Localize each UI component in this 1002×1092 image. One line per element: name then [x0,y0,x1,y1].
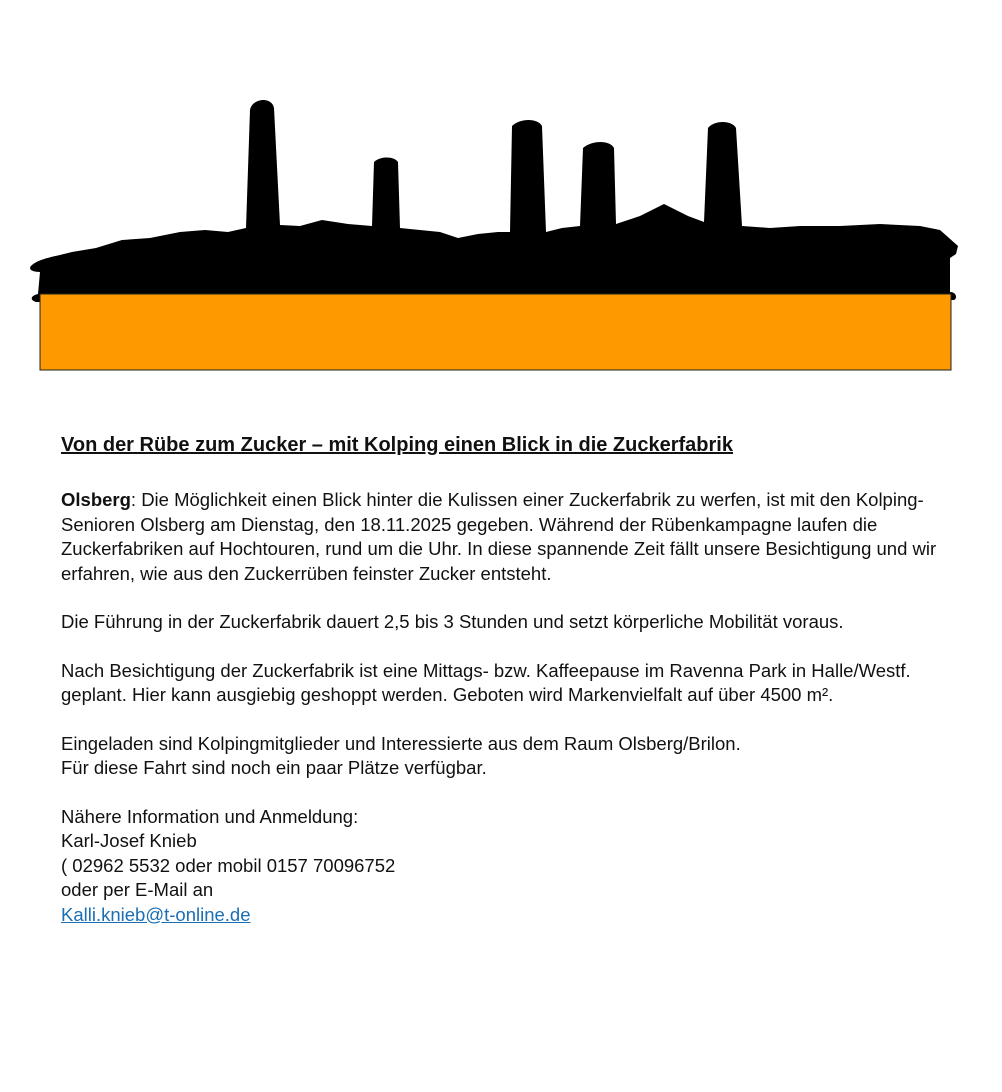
contact-heading: Nähere Information und Anmeldung: [61,805,359,827]
intro-paragraph [61,488,961,586]
factory-skyline-banner [0,0,1002,380]
contact-block [61,805,961,928]
contact-email-prefix: oder per E-Mail an [61,879,214,900]
contact-phone: ( 02962 5532 oder mobil 0157 70096752 [61,854,396,876]
invite-paragraph [61,732,961,781]
factory-base-band [40,294,951,370]
factory-silhouette [30,100,958,302]
intro-text: : Die Möglichkeit einen Blick hinter die Kulissen einer Zuckerfabrik zu werfen, ist mit den Kolping-Senioren Olsberg am Dienstag, den 18.11.2025 gegeben. Während der Rübenkampagne laufen die Zuckerfabriken auf Hochtouren, rund um die Uhr. In diese spannende Zeit fällt unsere Besichtigung und wir erfahren, wie aus den Zuckerrüben feinster Zucker entsteht. [61,489,937,584]
break-paragraph: Nach Besichtigung der Zuckerfabrik ist eine Mittags- bzw. Kaffeepause im Ravenna Park in Halle/Westf. geplant. Hier kann ausgiebig geshoppt werden. Geboten wird Markenvielfalt auf über 4500 m². [61,659,911,705]
email-link[interactable]: Kalli.knieb@t-online.de [61,903,251,925]
invite-line-2: Für diese Fahrt sind noch ein paar Plätze verfügbar. [61,757,487,778]
factory-skyline-icon [30,100,958,370]
intro-place: Olsberg [61,489,131,510]
contact-name: Karl-Josef Knieb [61,830,197,851]
invite-line-1: Eingeladen sind Kolpingmitglieder und Interessierte aus dem Raum Olsberg/Brilon. [61,732,741,754]
article-headline: Von der Rübe zum Zucker – mit Kolping einen Blick in die Zuckerfabrik [61,434,733,456]
tour-paragraph: Die Führung in der Zuckerfabrik dauert 2,5 bis 3 Stunden und setzt körperliche Mobilität voraus. [61,611,844,632]
article [61,432,961,951]
